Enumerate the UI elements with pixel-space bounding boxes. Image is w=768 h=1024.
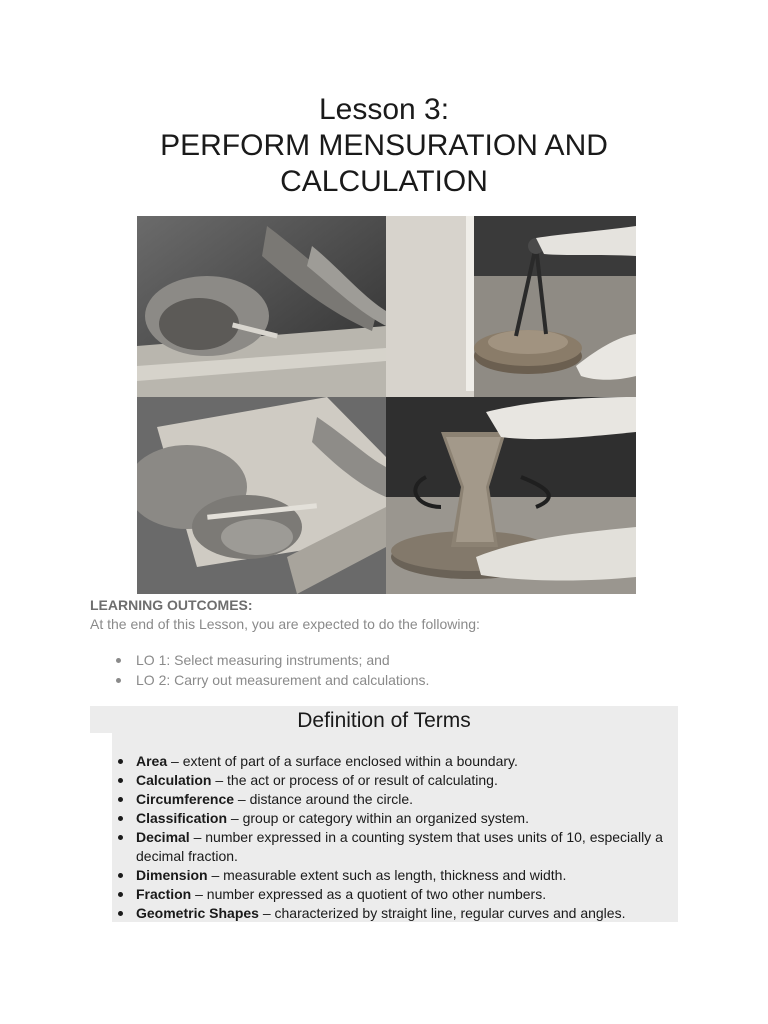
- caliper-measuring-vessel-photo: [386, 397, 636, 594]
- term-definition: – characterized by straight line, regular curves and angles.: [258, 905, 626, 921]
- term-definition: – group or category within an organized system.: [227, 810, 529, 826]
- learning-outcomes-section: [90, 596, 690, 690]
- learning-outcomes-intro: At the end of this Lesson, you are expected to do the following:: [90, 616, 480, 632]
- term-definition: – number expressed in a counting system that uses units of 10, especially a decimal fraction.: [136, 829, 663, 864]
- term-name: Dimension: [136, 867, 208, 883]
- definitions-heading: Definition of Terms: [297, 709, 471, 732]
- lesson-title: [0, 92, 768, 200]
- lesson-title-line: PERFORM MENSURATION AND: [160, 129, 608, 162]
- term-definition: – number expressed as a quotient of two other numbers.: [191, 886, 547, 902]
- learning-outcome-item: LO 2: Carry out measurement and calculations.: [136, 670, 690, 690]
- learning-outcome-item: LO 1: Select measuring instruments; and: [136, 650, 690, 670]
- definition-item: [136, 828, 678, 866]
- definition-item: [136, 790, 678, 809]
- term-name: Area: [136, 753, 168, 769]
- hands-marking-board-photo: [137, 216, 386, 397]
- lesson-title-line: CALCULATION: [280, 165, 488, 198]
- definition-item: [136, 866, 678, 885]
- term-name: Decimal: [136, 829, 190, 845]
- definition-item: [136, 904, 678, 923]
- term-name: Circumference: [136, 791, 235, 807]
- learning-outcomes-heading: LEARNING OUTCOMES:: [90, 597, 253, 613]
- definition-item: [136, 885, 678, 904]
- term-name: Geometric Shapes: [136, 905, 259, 921]
- definitions-list: [112, 752, 678, 923]
- hands-scribing-paper-photo: [137, 397, 386, 594]
- definition-item: [136, 752, 678, 771]
- term-definition: – the act or process of or result of calculating.: [211, 772, 498, 788]
- divider-compass-photo: [386, 216, 636, 397]
- definition-item: [136, 771, 678, 790]
- lesson-number: Lesson 3:: [318, 93, 450, 126]
- term-definition: – measurable extent such as length, thickness and width.: [207, 867, 567, 883]
- term-definition: – extent of part of a surface enclosed within a boundary.: [167, 753, 518, 769]
- learning-outcomes-list: [90, 650, 690, 690]
- term-definition: – distance around the circle.: [234, 791, 414, 807]
- definition-item: [136, 809, 678, 828]
- term-name: Calculation: [136, 772, 212, 788]
- photo-collage: [137, 216, 636, 594]
- term-name: Classification: [136, 810, 228, 826]
- definitions-panel-notch: [90, 733, 112, 922]
- term-name: Fraction: [136, 886, 192, 902]
